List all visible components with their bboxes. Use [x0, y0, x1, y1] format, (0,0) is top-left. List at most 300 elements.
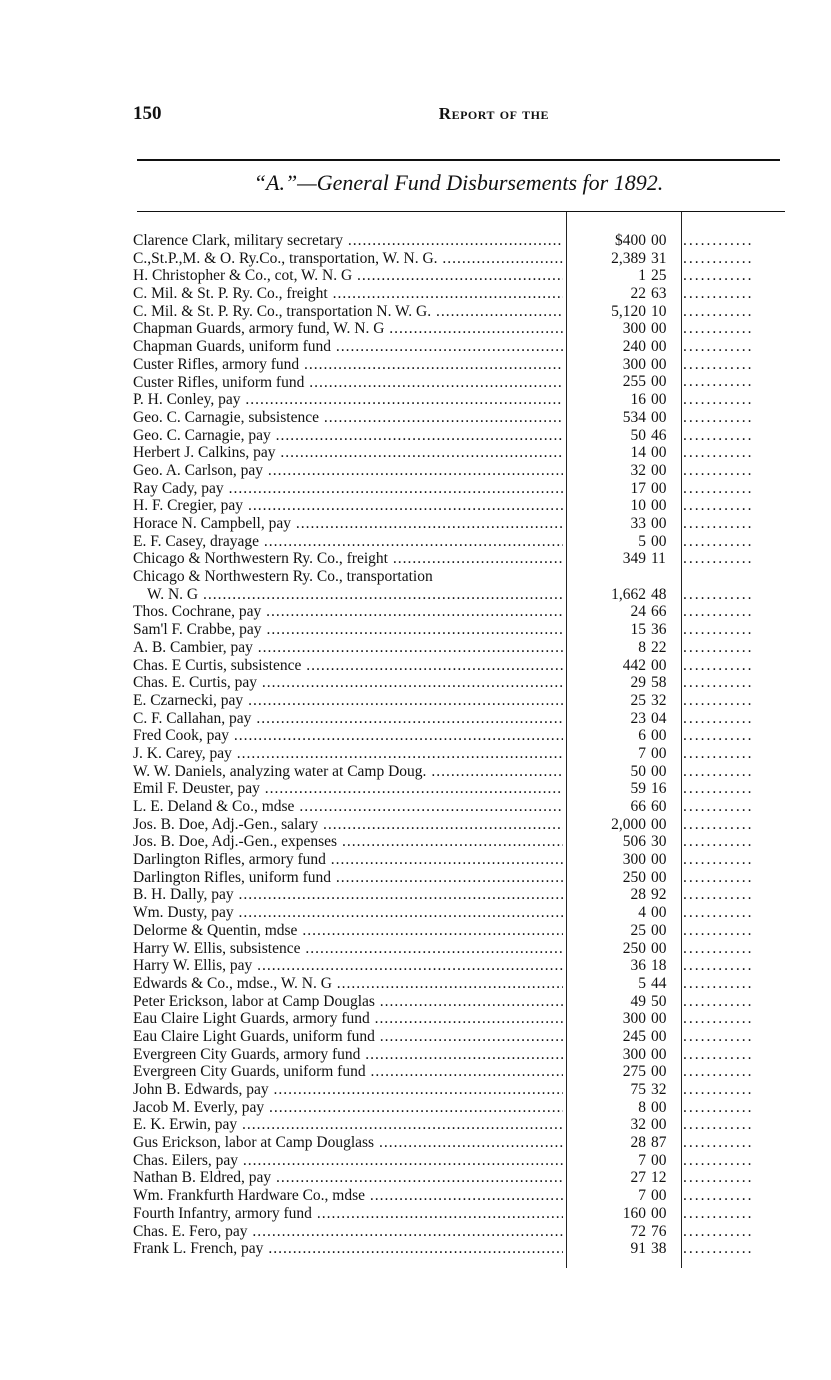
amount-cents: 16	[651, 780, 667, 798]
table-row	[133, 1010, 793, 1028]
entry-description	[133, 1240, 563, 1258]
amount-dollars: 72	[630, 1222, 646, 1240]
entry-description-text: Jos. B. Doe, Adj.-Gen., expenses .....	[133, 833, 563, 851]
amount-dollars: 24	[630, 603, 646, 621]
entry-description-text: Emil F. Deuster, pay .....	[133, 780, 563, 798]
table-row	[133, 444, 793, 462]
total-column-leader	[673, 727, 793, 745]
entry-amount	[563, 993, 673, 1011]
entry-description	[133, 1134, 563, 1152]
amount-dollars: 300	[622, 1010, 646, 1028]
entry-description-text: Geo. A. Carlson, pay .....	[133, 462, 563, 480]
table-row	[133, 1099, 793, 1117]
entry-description-text: W. W. Daniels, analyzing water at Camp Doug. .....	[133, 763, 563, 781]
amount-dollars: 7	[638, 1151, 646, 1169]
entry-description-text: Chicago & Northwestern Ry. Co., freight .....	[133, 550, 563, 568]
table-row	[133, 480, 793, 498]
table-row	[133, 267, 793, 285]
total-column-leader	[673, 1205, 793, 1223]
entry-description-text: P. H. Conley, pay .....	[133, 391, 563, 409]
total-column-leader	[673, 374, 793, 392]
top-rule	[137, 159, 780, 161]
entry-description	[133, 692, 563, 710]
entry-description	[133, 1081, 563, 1099]
amount-cents: 00	[651, 1010, 667, 1028]
entry-amount	[563, 692, 673, 710]
entry-description	[133, 444, 563, 462]
entry-description-text: Harry W. Ellis, subsistence .....	[133, 940, 563, 958]
entry-description-text: Geo. C. Carnagie, pay .....	[133, 427, 563, 445]
amount-cents: 87	[651, 1134, 667, 1152]
table-row	[133, 763, 793, 781]
entry-amount	[563, 515, 673, 533]
amount-dollars: 300	[622, 320, 646, 338]
total-column-leader	[673, 1187, 793, 1205]
entry-description-text: Custer Rifles, uniform fund .....	[133, 374, 563, 392]
amount-cents: 00	[651, 904, 667, 922]
amount-cents: 00	[651, 391, 667, 409]
table-row	[133, 1028, 793, 1046]
entry-description-text: Herbert J. Calkins, pay .....	[133, 444, 563, 462]
entry-amount	[563, 869, 673, 887]
table-row	[133, 710, 793, 728]
amount-cents: 00	[651, 921, 667, 939]
entry-amount	[563, 798, 673, 816]
amount-cents: 00	[651, 1027, 667, 1045]
entry-description	[133, 497, 563, 515]
table-row	[133, 957, 793, 975]
table-row	[133, 692, 793, 710]
table-row	[133, 356, 793, 374]
amount-cents: 00	[651, 1116, 667, 1134]
amount-cents: 32	[651, 1081, 667, 1098]
total-column-leader	[673, 1081, 793, 1099]
table-row	[133, 869, 793, 887]
table-row	[133, 409, 793, 427]
total-column-leader	[673, 320, 793, 338]
table-row	[133, 674, 793, 692]
entry-amount	[563, 497, 673, 515]
amount-dollars: 4	[638, 904, 646, 922]
table-row	[133, 603, 793, 621]
table-row	[133, 232, 793, 250]
total-column-leader	[673, 639, 793, 657]
amount-cents: 66	[651, 603, 667, 621]
table-row	[133, 1046, 793, 1064]
amount-cents: 46	[651, 426, 667, 444]
entry-description-text: L. E. Deland & Co., mdse .....	[133, 798, 563, 816]
amount-cents: 00	[651, 815, 667, 833]
total-column-leader	[673, 1152, 793, 1170]
entry-amount	[563, 338, 673, 356]
amount-cents: 18	[651, 957, 667, 975]
table-row	[133, 1240, 793, 1258]
amount-dollars: 1	[638, 267, 646, 285]
entry-amount	[563, 1063, 673, 1081]
total-column-leader	[673, 1010, 793, 1028]
entry-description	[133, 568, 563, 603]
entry-amount	[563, 1134, 673, 1152]
total-column-leader	[673, 356, 793, 374]
entry-description-text: Gus Erickson, labor at Camp Douglass .....	[133, 1134, 563, 1152]
entry-amount	[563, 1205, 673, 1223]
entry-description-text: Jos. B. Doe, Adj.-Gen., salary .....	[133, 816, 563, 834]
entry-amount	[563, 603, 673, 621]
amount-dollars: 1,662	[611, 585, 646, 603]
amount-cents: 00	[651, 939, 667, 957]
amount-dollars: 250	[622, 868, 646, 886]
amount-dollars: 442	[622, 656, 646, 674]
total-column-leader	[673, 904, 793, 922]
entry-amount	[563, 568, 673, 603]
entry-amount	[563, 727, 673, 745]
total-column-leader	[673, 674, 793, 692]
amount-dollars: 15	[630, 621, 646, 639]
total-column-leader	[673, 1046, 793, 1064]
amount-dollars: 8	[638, 1098, 646, 1116]
amount-dollars: 66	[630, 798, 646, 815]
entry-description	[133, 427, 563, 445]
amount-cents: 00	[651, 762, 667, 780]
total-column-leader	[673, 710, 793, 728]
amount-dollars: 2,000	[611, 815, 646, 833]
entry-amount	[563, 833, 673, 851]
table-row	[133, 391, 793, 409]
amount-cents: 00	[651, 320, 667, 338]
table-row	[133, 320, 793, 338]
entry-description	[133, 833, 563, 851]
entry-description-text: Chas. E. Curtis, pay .....	[133, 674, 563, 692]
total-column-leader	[673, 497, 793, 515]
amount-dollars: 23	[630, 709, 646, 727]
entry-description	[133, 1152, 563, 1170]
total-column-leader	[673, 462, 793, 480]
amount-dollars: 17	[630, 479, 646, 497]
entry-description	[133, 1187, 563, 1205]
entry-amount	[563, 1169, 673, 1187]
total-column-leader	[673, 391, 793, 409]
table-row	[133, 621, 793, 639]
amount-cents: 58	[651, 674, 667, 692]
amount-dollars: 32	[630, 461, 646, 479]
amount-cents: 48	[651, 585, 667, 603]
total-column-leader	[673, 515, 793, 533]
entry-description-text: Wm. Dusty, pay .....	[133, 904, 563, 922]
table-row	[133, 515, 793, 533]
entry-description	[133, 550, 563, 568]
entry-description	[133, 993, 563, 1011]
entry-description	[133, 250, 563, 268]
total-column-leader	[673, 533, 793, 551]
total-column-leader	[673, 1240, 793, 1258]
entry-description	[133, 356, 563, 374]
entry-amount	[563, 320, 673, 338]
amount-dollars: 5,120	[611, 302, 646, 320]
amount-dollars: 6	[638, 727, 646, 745]
entry-amount	[563, 763, 673, 781]
amount-dollars: 300	[622, 851, 646, 869]
amount-cents: 92	[651, 886, 667, 904]
total-column-leader	[673, 1099, 793, 1117]
table-row	[133, 816, 793, 834]
entry-description	[133, 940, 563, 958]
entry-amount	[563, 1099, 673, 1117]
entry-description-text: Delorme & Quentin, mdse .....	[133, 922, 563, 940]
entry-description	[133, 904, 563, 922]
amount-dollars: 10	[630, 497, 646, 515]
table-row	[133, 533, 793, 551]
entry-amount	[563, 957, 673, 975]
table-row	[133, 993, 793, 1011]
disbursements-table	[133, 232, 793, 1258]
table-row	[133, 886, 793, 904]
page-number: 150	[133, 103, 162, 124]
amount-cents: 11	[651, 550, 666, 568]
entry-description-line-1: Chicago & Northwestern Ry. Co., transportation	[133, 568, 433, 586]
entry-description	[133, 1028, 563, 1046]
entry-amount	[563, 780, 673, 798]
total-column-leader	[673, 993, 793, 1011]
amount-dollars: 28	[630, 886, 646, 904]
entry-amount	[563, 1152, 673, 1170]
entry-amount	[563, 621, 673, 639]
table-row	[133, 1063, 793, 1081]
entry-description	[133, 639, 563, 657]
entry-amount	[563, 232, 673, 250]
entry-amount	[563, 1223, 673, 1241]
amount-cents: 04	[651, 709, 667, 727]
entry-description-text: Chapman Guards, uniform fund .....	[133, 338, 563, 356]
table-row	[133, 1152, 793, 1170]
entry-amount	[563, 745, 673, 763]
entry-amount	[563, 851, 673, 869]
amount-cents: 00	[651, 1187, 667, 1205]
entry-description	[133, 515, 563, 533]
amount-dollars: 275	[622, 1063, 646, 1081]
total-column-leader	[673, 1223, 793, 1241]
total-column-leader	[673, 940, 793, 958]
entry-description	[133, 320, 563, 338]
entry-description	[133, 1116, 563, 1134]
total-column-leader	[673, 603, 793, 621]
amount-cents: 00	[651, 461, 667, 479]
entry-description	[133, 267, 563, 285]
entry-description	[133, 374, 563, 392]
amount-dollars: 22	[630, 285, 646, 303]
total-column-leader	[673, 886, 793, 904]
entry-amount	[563, 1046, 673, 1064]
table-row	[133, 639, 793, 657]
amount-dollars: 36	[630, 957, 646, 975]
amount-dollars: 7	[638, 744, 646, 762]
total-column-leader	[673, 816, 793, 834]
entry-description	[133, 674, 563, 692]
entry-description-text: Horace N. Campbell, pay .....	[133, 515, 563, 533]
entry-amount	[563, 409, 673, 427]
entry-description-text: A. B. Cambier, pay .....	[133, 639, 563, 657]
amount-cents: 00	[651, 479, 667, 497]
entry-amount	[563, 816, 673, 834]
table-row	[133, 904, 793, 922]
entry-description-text: Custer Rifles, armory fund .....	[133, 356, 563, 374]
amount-cents: 00	[651, 1151, 667, 1169]
header-rule	[137, 211, 785, 212]
table-row	[133, 497, 793, 515]
entry-description-text: Fourth Infantry, armory fund .....	[133, 1205, 563, 1223]
entry-description-text: Evergreen City Guards, armory fund .....	[133, 1046, 563, 1064]
total-column-leader	[673, 869, 793, 887]
entry-description	[133, 1046, 563, 1064]
amount-dollars: 300	[622, 1045, 646, 1063]
total-column-leader	[673, 338, 793, 356]
total-column-leader	[673, 550, 793, 568]
entry-description-text: Jacob M. Everly, pay .....	[133, 1099, 563, 1117]
entry-description	[133, 1205, 563, 1223]
amount-cents: 44	[651, 974, 667, 992]
table-row	[133, 833, 793, 851]
entry-description-text: Chas. Eilers, pay .....	[133, 1152, 563, 1170]
amount-cents: 00	[651, 444, 667, 462]
entry-description	[133, 886, 563, 904]
amount-dollars: 7	[638, 1187, 646, 1205]
total-column-leader	[673, 232, 793, 250]
total-column-leader	[673, 267, 793, 285]
total-column-leader	[673, 851, 793, 869]
amount-cents: 00	[651, 1204, 667, 1222]
amount-dollars: 245	[622, 1027, 646, 1045]
entry-description	[133, 533, 563, 551]
entry-description	[133, 957, 563, 975]
entry-description-text: Eau Claire Light Guards, uniform fund .....	[133, 1028, 563, 1046]
amount-dollars: 27	[630, 1169, 646, 1187]
entry-description-text: Frank L. French, pay .....	[133, 1240, 563, 1258]
total-column-leader	[673, 1116, 793, 1134]
total-column-leader	[673, 763, 793, 781]
amount-dollars: 506	[622, 833, 646, 851]
entry-description-text: H. Christopher & Co., cot, W. N. G .....	[133, 267, 563, 285]
entry-amount	[563, 444, 673, 462]
total-column-leader	[673, 798, 793, 816]
total-column-leader	[673, 975, 793, 993]
entry-description	[133, 338, 563, 356]
amount-cents: 00	[651, 727, 667, 745]
entry-description-line-2: W. N. G .....	[133, 586, 563, 604]
table-row	[133, 745, 793, 763]
amount-dollars: 5	[638, 532, 646, 550]
entry-description	[133, 1063, 563, 1081]
entry-amount	[563, 1116, 673, 1134]
table-row	[133, 1187, 793, 1205]
total-column-leader	[673, 444, 793, 462]
amount-dollars: 75	[630, 1081, 646, 1098]
entry-description-text: Peter Erickson, labor at Camp Douglas .....	[133, 993, 563, 1011]
amount-cents: 38	[651, 1240, 667, 1258]
entry-description	[133, 922, 563, 940]
total-column-leader	[673, 833, 793, 851]
entry-amount	[563, 674, 673, 692]
entry-amount	[563, 480, 673, 498]
entry-description-text: Evergreen City Guards, uniform fund .....	[133, 1063, 563, 1081]
amount-cents: 10	[651, 302, 667, 320]
table-row	[133, 851, 793, 869]
entry-description	[133, 816, 563, 834]
amount-cents: 00	[651, 1098, 667, 1116]
entry-description-text: H. F. Cregier, pay .....	[133, 497, 563, 515]
amount-cents: 12	[651, 1169, 667, 1187]
total-column-leader	[673, 427, 793, 445]
entry-description	[133, 232, 563, 250]
table-row	[133, 1205, 793, 1223]
total-column-leader	[673, 480, 793, 498]
amount-cents: 31	[651, 249, 667, 267]
entry-description	[133, 710, 563, 728]
total-column-leader	[673, 745, 793, 763]
amount-dollars: 28	[630, 1134, 646, 1152]
entry-amount	[563, 710, 673, 728]
amount-cents: 00	[651, 373, 667, 391]
entry-amount	[563, 391, 673, 409]
entry-description	[133, 621, 563, 639]
total-column-leader	[673, 285, 793, 303]
entry-amount	[563, 639, 673, 657]
entry-amount	[563, 250, 673, 268]
entry-description-text: Fred Cook, pay .....	[133, 727, 563, 745]
amount-cents: 32	[651, 691, 667, 709]
table-row	[133, 427, 793, 445]
amount-cents: 22	[651, 638, 667, 656]
entry-amount	[563, 1028, 673, 1046]
table-row	[133, 338, 793, 356]
total-column-leader	[673, 922, 793, 940]
entry-amount	[563, 356, 673, 374]
entry-amount	[563, 1187, 673, 1205]
amount-cents: 00	[651, 851, 667, 869]
entry-description	[133, 1099, 563, 1117]
entry-amount	[563, 904, 673, 922]
entry-description-text: C. Mil. & St. P. Ry. Co., freight .....	[133, 285, 563, 303]
amount-dollars: 160	[622, 1204, 646, 1222]
entry-description	[133, 1010, 563, 1028]
amount-cents: 00	[651, 1045, 667, 1063]
entry-description-text: Clarence Clark, military secretary .....	[133, 232, 563, 250]
amount-cents: 00	[651, 1063, 667, 1081]
total-column-leader	[673, 957, 793, 975]
table-row	[133, 1223, 793, 1241]
amount-dollars: 50	[630, 762, 646, 780]
entry-amount	[563, 657, 673, 675]
entry-description	[133, 303, 563, 321]
entry-description	[133, 975, 563, 993]
amount-dollars: 240	[622, 338, 646, 356]
entry-amount	[563, 940, 673, 958]
entry-amount	[563, 1010, 673, 1028]
entry-description-text: Geo. C. Carnagie, subsistence .....	[133, 409, 563, 427]
entry-description-text: C. F. Callahan, pay .....	[133, 710, 563, 728]
amount-dollars: 2,389	[611, 249, 646, 267]
table-row	[133, 657, 793, 675]
entry-amount	[563, 285, 673, 303]
amount-dollars: 255	[622, 373, 646, 391]
entry-description-text: J. K. Carey, pay .....	[133, 745, 563, 763]
amount-dollars: 25	[630, 691, 646, 709]
entry-description	[133, 391, 563, 409]
entry-description-text: Thos. Cochrane, pay .....	[133, 603, 563, 621]
table-row	[133, 568, 793, 603]
amount-cents: 60	[651, 798, 667, 815]
table-title: “A.”—General Fund Disbursements for 1892.	[253, 170, 664, 195]
entry-amount	[563, 922, 673, 940]
entry-description-text: Chas. E. Fero, pay .....	[133, 1223, 563, 1241]
